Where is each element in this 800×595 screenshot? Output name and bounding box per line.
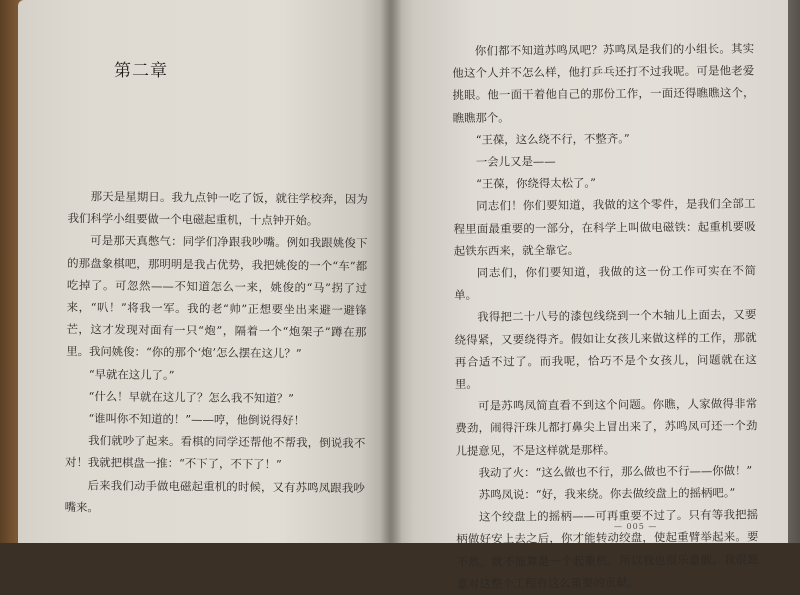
paragraph: 我得把二十八号的漆包线绕到一个木轴儿上面去，又要绕得紧，又要绕得齐。假如让女孩儿来做这样的工作，那就再合适不过了。而我呢，恰巧不是个女孩儿，问题就在这里。	[454, 307, 757, 392]
paragraph: 一会儿又是——	[475, 154, 556, 169]
paragraph: 后来我们动手做电磁起重机的时候，又有苏鸣凤跟我吵嘴来。	[64, 477, 365, 515]
paragraph: 我们就吵了起来。看棋的同学还帮他不帮我，倒说我不对！我就把棋盘一推：“不下了，不下了！”	[65, 433, 366, 472]
paragraph: “什么！早就在这儿了？怎么我不知道？”	[88, 389, 294, 406]
paragraph: 这个绞盘上的摇柄——可再重要不过了。只有等我把摇柄做好安上去之后，你才能转动绞盘，使起重臂举起来。要不然，就不能算是一个起重机，所以我也很乐意做。我很愿意对这整个工程有这么重要的贡献。	[456, 507, 759, 591]
paragraph: “王葆，你绕得太松了。”	[475, 175, 596, 192]
right-page	[390, 0, 788, 591]
chapter-title: 第二章	[114, 61, 168, 81]
paragraph: 可是那天真憋气：同学们净跟我吵嘴。例如我跟姚俊下的那盘象棋吧，那明明是我占优势，我把姚俊的一个“车”都吃掉了。可忽然——不知道怎么一来，姚俊的“马”拐了过来，“叭！”将我一军。我的老“帅”正想要坐出来避一避锋芒，这才发现对面有一只“炮”，隔着一个“炮架子”蹲在那里。我问姚俊：“你的那个‘炮’怎么摆在这儿？”	[66, 233, 368, 361]
paragraph: 同志们，你们要知道，我做的这一份工作可实在不简单。	[454, 263, 757, 303]
paragraph: 同志们！你们要知道，我做的这个零件，是我们全部工程里面最重要的一部分，在科学上叫做电磁铁：起重机要吸起铁东西来，就全靠它。	[453, 196, 756, 258]
paragraph: “王葆，这么绕不行，不整齐。”	[475, 131, 630, 147]
paragraph: 我动了火：“这么做也不行，那么做也不行——你做！”	[478, 463, 753, 480]
paragraph: “早就在这儿了。”	[88, 366, 175, 382]
left-page-body	[65, 185, 368, 521]
paragraph: 你们都不知道苏鸣凤吧？苏鸣凤是我们的小组长。其实他这个人并不怎么样，他打乒乓还打不过我呢。可是他老爱挑眼。他一面干着他自己的那份工作，一面还得瞧瞧这个，瞧瞧那个。	[452, 41, 755, 125]
page-number: — 005 —	[614, 522, 658, 531]
paragraph: 可是苏鸣凤简直看不到这个问题。你瞧，人家做得非常费劲，闹得汗珠儿都打鼻尖上冒出来了，苏鸣凤可还一个劲儿提意见，不是这样就是那样。	[455, 396, 758, 458]
right-page-body	[452, 37, 759, 595]
paragraph: 苏鸣凤说：“好，我来绕。你去做绞盘上的摇柄吧。”	[478, 485, 736, 502]
paragraph: “谁叫你不知道的！”——哼，他倒说得好！	[88, 411, 306, 428]
left-page	[18, 0, 390, 543]
paragraph: 那天是星期日。我九点钟一吃了饭，就往学校奔，因为我们科学小组要做一个电磁起重机，十点钟开始。	[67, 189, 368, 228]
open-book	[18, 0, 788, 591]
